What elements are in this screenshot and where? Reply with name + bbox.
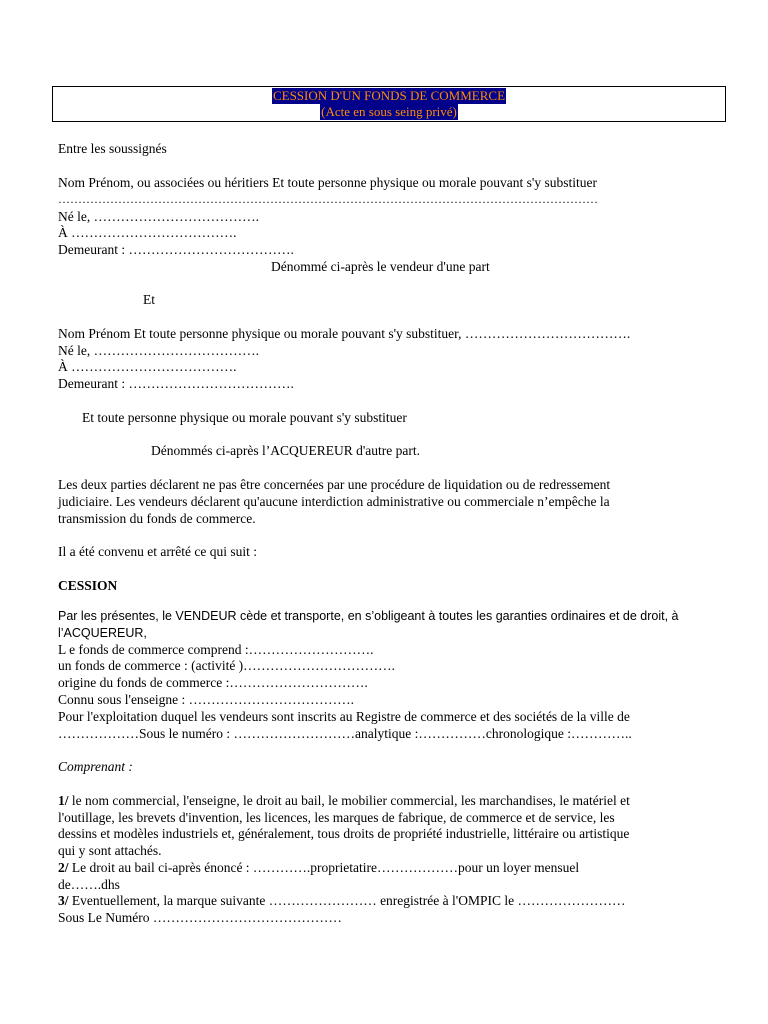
parties-line-3: transmission du fonds de commerce. <box>58 511 256 526</box>
vendeur-a-line: À ………………………………. <box>58 225 237 240</box>
fonds-activite-line: un fonds de commerce : (activité )……………………………. <box>58 658 396 673</box>
parties-line-2: judiciaire. Les vendeurs déclarent qu'aucune interdiction administrative ou commerciale n’empêche la <box>58 494 610 509</box>
registre-line-1: Pour l'exploitation duquel les vendeurs sont inscrits au Registre de commerce et des sociétés de la ville de <box>58 709 630 724</box>
item-1-line-1 <box>58 792 630 809</box>
acquereur-demeurant-line: Demeurant : ………………………………. <box>58 376 294 391</box>
item-1-line-2: l'outillage, les brevets d'invention, les licences, les marques de fabrique, de commerce et de service, les <box>58 810 615 825</box>
item-1-line-4: qui y sont attachés. <box>58 843 162 858</box>
item-1-text-1: le nom commercial, l'enseigne, le droit au bail, le mobilier commercial, les marchandises, le matériel et <box>68 793 630 808</box>
item-3-number: 3/ <box>58 893 69 908</box>
title-box <box>52 86 726 122</box>
vendeur-ne-line: Né le, ………………………………. <box>58 209 259 224</box>
acquereur-denomme-line: Dénommés ci-après l’ACQUEREUR d'autre part. <box>151 443 420 458</box>
item-3-text-1: Eventuellement, la marque suivante …………………… enregistrée à l'OMPIC le …………………… <box>68 893 626 908</box>
item-2-number: 2/ <box>58 860 69 875</box>
acquereur-a-line: À ………………………………. <box>58 359 237 374</box>
vendeur-nom-line: Nom Prénom, ou associées ou héritiers Et toute personne physique ou morale pouvant s'y substituer <box>58 175 597 190</box>
acquereur-ne-line: Né le, ………………………………. <box>58 343 259 358</box>
et-toute-personne-line: Et toute personne physique ou morale pouvant s'y substituer <box>82 410 407 425</box>
item-1-line-3: dessins et modèles industriels et, généralement, tous droits de propriété industrielle, littéraire ou artistique <box>58 826 630 841</box>
vendeur-dots-line: ……………………………………………………………………………………………………………………… <box>58 192 598 206</box>
item-2-line-2: de…….dhs <box>58 877 120 892</box>
presentes-line-2: l’ACQUEREUR, <box>58 626 147 640</box>
origine-line: origine du fonds de commerce :…………………………. <box>58 675 368 690</box>
document-subtitle: (Acte en sous seing privé) <box>321 104 457 119</box>
vendeur-demeurant-line: Demeurant : ………………………………. <box>58 242 294 257</box>
enseigne-line: Connu sous l'enseigne : ………………………………. <box>58 692 355 707</box>
presentes-line-1: Par les présentes, le VENDEUR cède et transporte, en s’obligeant à toutes les garanties ordinaires et de droit, à <box>58 609 679 623</box>
convenu-line: Il a été convenu et arrêté ce qui suit : <box>58 544 258 559</box>
entre-line: Entre les soussignés <box>58 141 167 156</box>
registre-line-2: ………………Sous le numéro : ………………………analytique :……………chronologique :………….. <box>58 726 632 741</box>
vendeur-denomme-line: Dénommé ci-après le vendeur d'une part <box>271 259 490 274</box>
item-2-text-1: Le droit au bail ci-après énoncé : ………….proprietatire………………pour un loyer mensuel <box>68 860 580 875</box>
fonds-comprend-line: L e fonds de commerce comprend :………………………. <box>58 642 374 657</box>
parties-line-1: Les deux parties déclarent ne pas être concernées par une procédure de liquidation ou de redressement <box>58 477 611 492</box>
comprenant-heading: Comprenant : <box>58 759 133 774</box>
item-2-line-1 <box>58 859 579 876</box>
cession-heading: CESSION <box>58 578 118 593</box>
item-3-line-2: Sous Le Numéro …………………………………… <box>58 910 342 925</box>
item-3-line-1 <box>58 892 625 909</box>
document-title: CESSION D'UN FONDS DE COMMERCE <box>272 88 506 103</box>
et-line: Et <box>143 292 155 307</box>
item-1-number: 1/ <box>58 793 69 808</box>
acquereur-nom-line: Nom Prénom Et toute personne physique ou morale pouvant s'y substituer, ………………………………. <box>58 326 631 341</box>
